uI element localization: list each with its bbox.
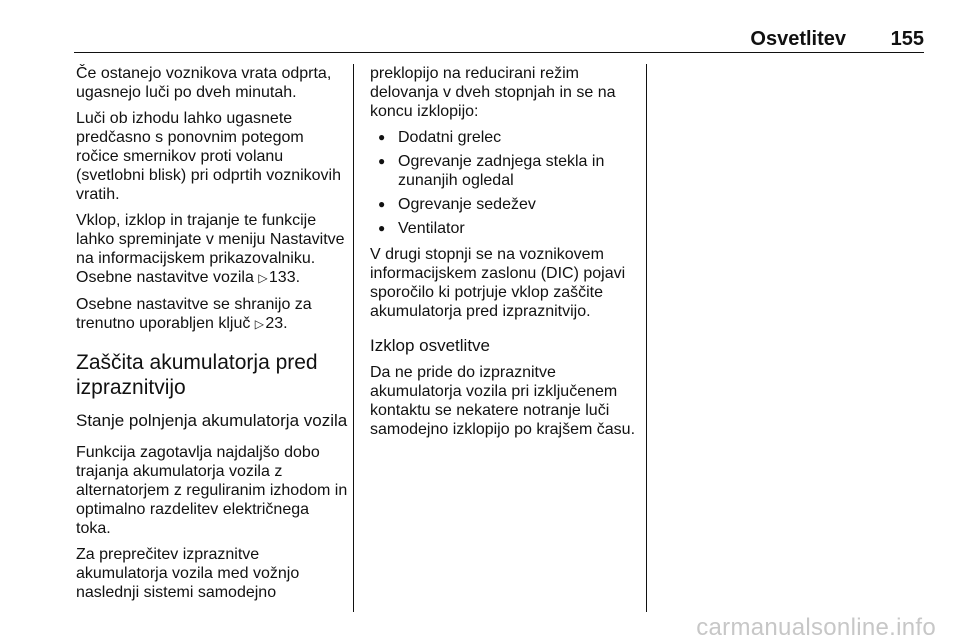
- page-reference-link[interactable]: 23.: [265, 315, 288, 332]
- cross-reference-arrow-icon: ▷: [254, 317, 265, 331]
- paragraph-key-settings: Osebne nastavitve se shranijo za trenutno uporabljen ključ ▷ 23.: [76, 296, 312, 332]
- list-item: ● Dodatni grelec: [370, 128, 642, 147]
- right-column: [370, 64, 642, 446]
- list-item: ● Ogrevanje sedežev: [370, 195, 642, 214]
- paragraph-door-open: Če ostanejo voznikova vrata odprta, ugasnejo luči po dveh minutah.: [76, 65, 332, 101]
- paragraph-battery-function: Funkcija zagotavlja najdaljšo dobo trajanja akumulatorja vozila z alternatorjem z reguliranim izhodom in optimalno razdelitev električnega toka.: [76, 444, 348, 537]
- page-header: [74, 28, 924, 53]
- subsection-heading: Stanje polnjenja akumulatorja vozila: [76, 411, 348, 430]
- paragraph-lights-off: Da ne pride do izpraznitve akumulatorja vozila pri izključenem kontaktu se nekatere notranje luči samodejno izklopijo po krajšem času.: [370, 364, 636, 438]
- cross-reference-arrow-icon: ▷: [258, 271, 268, 285]
- column-divider: [646, 64, 647, 612]
- page-number: 155: [890, 28, 924, 50]
- subsection-heading: Izklop osvetlitve: [370, 336, 490, 355]
- paragraph-exit-lights: Luči ob izhodu lahko ugasnete predčasno s ponovnim potegom ročice smernikov proti volanu (svetlobni blisk) pri odprtih voznikovih vratih.: [76, 110, 341, 203]
- column-divider: [353, 64, 354, 612]
- paragraph-prevention: Za preprečitev izpraznitve akumulatorja vozila med vožnjo naslednji sistemi samodejno: [76, 546, 300, 601]
- left-column: [76, 64, 348, 609]
- list-item: ● Ogrevanje zadnjega stekla in zunanjih ogledal: [370, 152, 642, 190]
- section-heading: Zaščita akumulatorja pred izpraznitvijo: [76, 351, 318, 399]
- paragraph-reduced-mode: preklopijo na reducirani režim delovanja v dveh stopnjah in se na koncu izklopijo:: [370, 65, 616, 120]
- section-title: Osvetlitev: [750, 28, 846, 50]
- paragraph-settings: Vklop, izklop in trajanje te funkcije lahko spreminjate v meniju Nastavitve na informacijskem prikazovalniku. Osebne nastavitve vozila ▷ 133.: [76, 212, 345, 286]
- page-reference-link[interactable]: 133.: [268, 269, 301, 286]
- list-item: ● Ventilator: [370, 219, 642, 238]
- systems-list: [370, 128, 642, 238]
- watermark: carmanualsonline.info: [696, 614, 936, 641]
- paragraph-dic-message: V drugi stopnji se na voznikovem informacijskem zaslonu (DIC) pojavi sporočilo ki potrjuje vklop zaščite akumulatorja pred izpraznitvijo.: [370, 246, 626, 320]
